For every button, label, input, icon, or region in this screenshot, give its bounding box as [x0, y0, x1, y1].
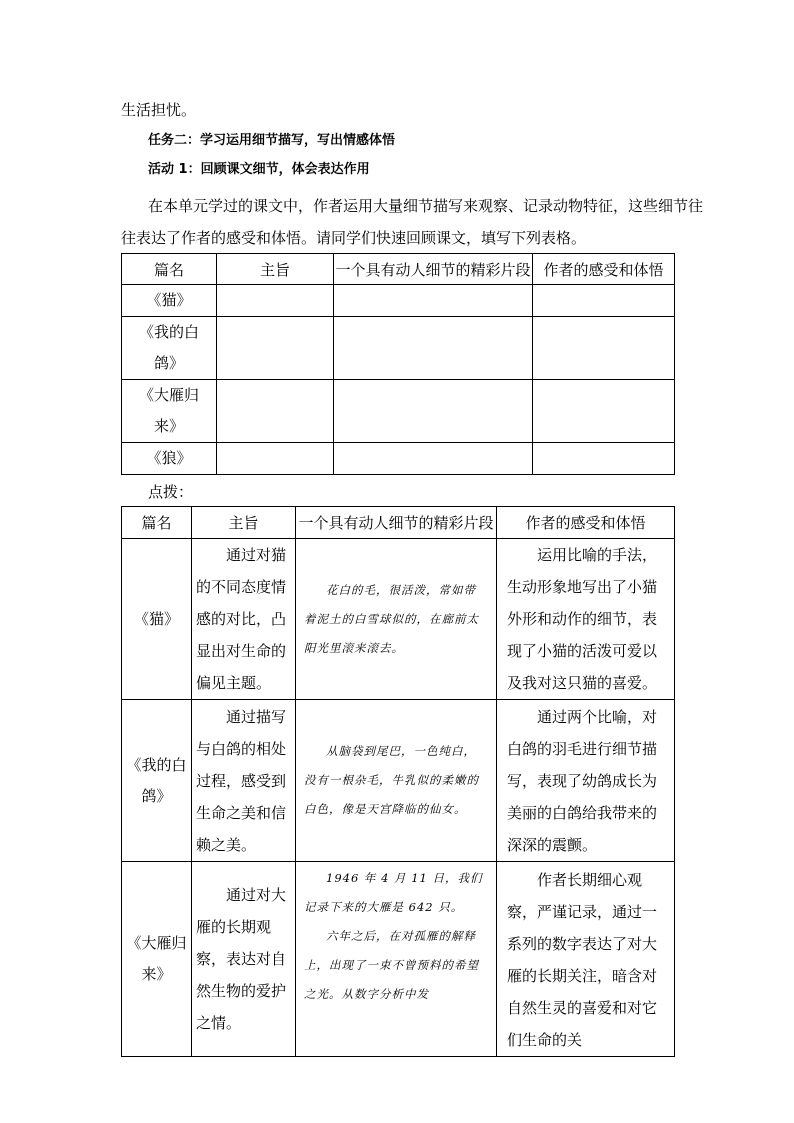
intro-paragraph-line-2: 往表达了作者的感受和体悟。请同学们快速回顾课文，填写下列表格。: [121, 229, 587, 247]
excerpt-paragraph: 1946 年 4 月 11 日，我们记录下来的大雁是 642 只。: [304, 871, 483, 914]
activity-heading: 活动 1：回顾课文细节，体会表达作用: [148, 162, 370, 177]
row-feeling: 作者长期细心观察，严谨记录，通过一系列的数字表达了对大雁的长期关注，暗含对自然生灵的喜爱和对它们生命的关: [497, 862, 675, 1057]
task-heading: 任务二：学习运用细节描写，写出情感体悟: [148, 133, 396, 148]
header-feeling: 作者的感受和体悟: [497, 507, 675, 539]
table-row: [122, 317, 675, 380]
feeling-blank-cell[interactable]: [533, 317, 675, 380]
row-theme: 通过对大雁的长期观察，表达对自然生物的爱护之情。: [192, 862, 296, 1057]
table-row: [122, 539, 675, 700]
intro-tail-line: 生活担忧。: [121, 101, 197, 119]
header-title: 篇名: [122, 507, 192, 539]
table-row: [122, 380, 675, 443]
excerpt-paragraph: 花白的毛，很活泼，常如带着泥土的白雪球似的，在廊前太阳光里滚来滚去。: [304, 582, 479, 655]
theme-blank-cell[interactable]: [217, 380, 334, 443]
theme-blank-cell[interactable]: [217, 317, 334, 380]
row-title: 《大雁归来》: [122, 380, 217, 443]
feeling-blank-cell[interactable]: [533, 380, 675, 443]
header-theme: 主旨: [192, 507, 296, 539]
row-title: 《大雁归来》: [122, 862, 192, 1057]
table-header-row: [122, 254, 675, 285]
excerpt-paragraph: 六年之后，在对孤雁的解释上，出现了一束不曾预料的希望之光。从数字分析中发: [304, 929, 479, 1001]
row-title: 《猫》: [122, 285, 217, 317]
hint-label: 点拨：: [148, 483, 194, 501]
theme-blank-cell[interactable]: [217, 443, 334, 475]
row-feeling: 运用比喻的手法，生动形象地写出了小猫外形和动作的细节，表现了小猫的活泼可爱以及我对这只猫的喜爱。: [497, 539, 675, 700]
excerpt-blank-cell[interactable]: [334, 443, 533, 475]
header-excerpt: 一个具有动人细节的精彩片段: [334, 254, 533, 285]
header-title: 篇名: [122, 254, 217, 285]
row-excerpt: [296, 862, 497, 1057]
row-title: 《猫》: [122, 539, 192, 700]
header-excerpt: 一个具有动人细节的精彩片段: [296, 507, 497, 539]
excerpt-blank-cell[interactable]: [334, 317, 533, 380]
row-theme: 通过对猫的不同态度情感的对比，凸显出对生命的偏见主题。: [192, 539, 296, 700]
header-feeling: 作者的感受和体悟: [533, 254, 675, 285]
blank-worksheet-table: [121, 253, 675, 475]
table-header-row: [122, 507, 675, 539]
table-row: [122, 700, 675, 862]
intro-paragraph-line-1: 在本单元学过的课文中，作者运用大量细节描写来观察、记录动物特征，这些细节往: [148, 197, 704, 215]
row-excerpt: [296, 539, 497, 700]
table-row: [122, 443, 675, 475]
feeling-blank-cell[interactable]: [533, 443, 675, 475]
excerpt-blank-cell[interactable]: [334, 285, 533, 317]
row-title: 《我的白鸽》: [122, 317, 217, 380]
row-feeling: 通过两个比喻，对白鸽的羽毛进行细节描写，表现了幼鸽成长为美丽的白鸽给我带来的深深的震颤。: [497, 700, 675, 862]
row-title: 《狼》: [122, 443, 217, 475]
table-row: [122, 862, 675, 1057]
answer-table: [121, 506, 675, 1057]
row-theme: 通过描写与白鸽的相处过程，感受到生命之美和信赖之美。: [192, 700, 296, 862]
row-excerpt: [296, 700, 497, 862]
theme-blank-cell[interactable]: [217, 285, 334, 317]
header-theme: 主旨: [217, 254, 334, 285]
feeling-blank-cell[interactable]: [533, 285, 675, 317]
row-title: 《我的白鸽》: [122, 700, 192, 862]
table-row: [122, 285, 675, 317]
excerpt-blank-cell[interactable]: [334, 380, 533, 443]
excerpt-paragraph: 从脑袋到尾巴，一色纯白，没有一根杂毛，牛乳似的柔嫩的白色，像是天宫降临的仙女。: [304, 744, 479, 816]
